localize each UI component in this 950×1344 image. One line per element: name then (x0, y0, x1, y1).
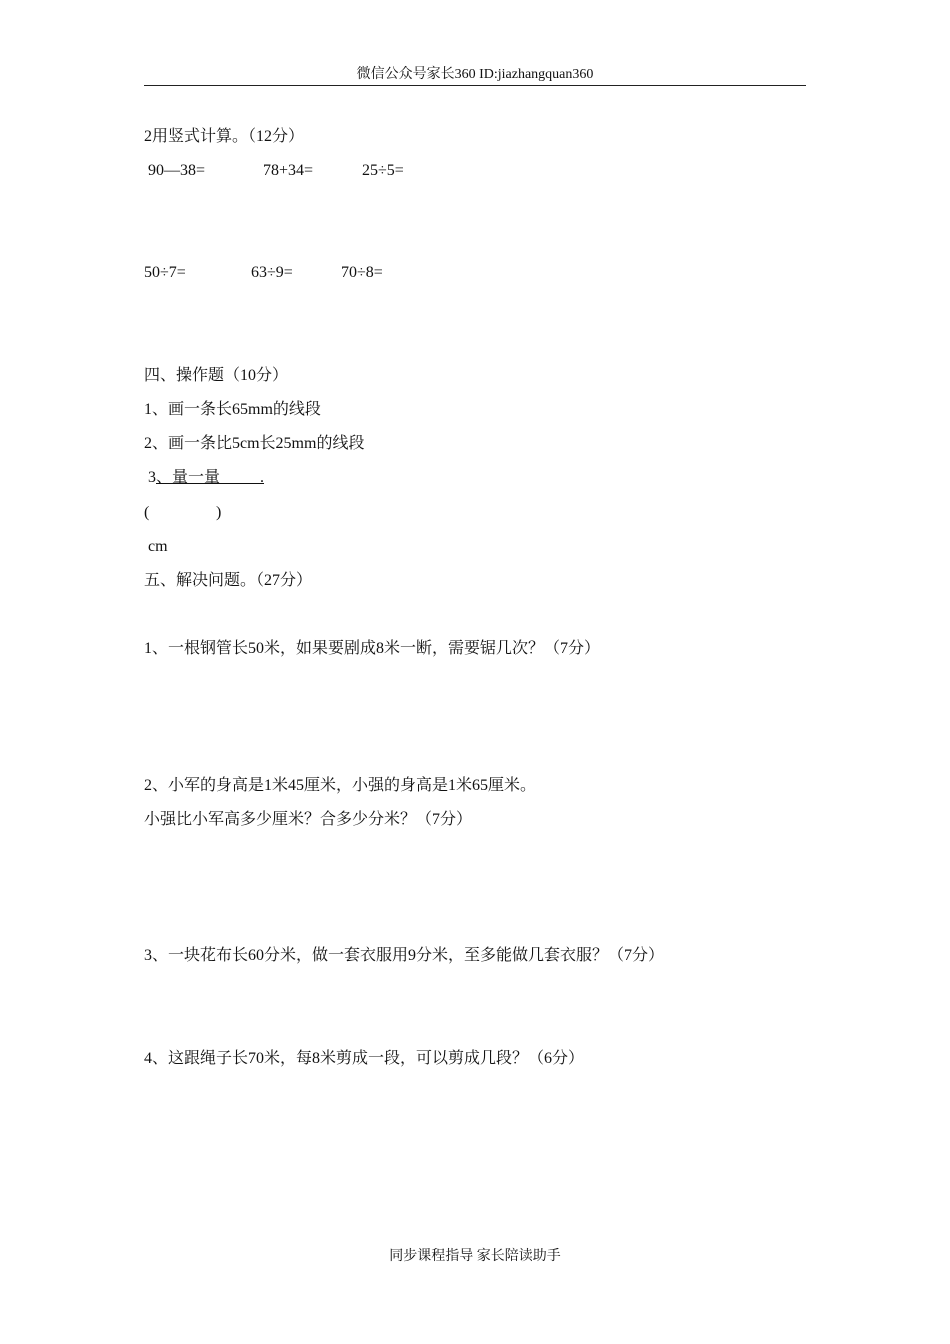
section-5-question-2-line-1: 2、小军的身高是1米45厘米，小强的身高是1米65厘米。 (144, 777, 537, 794)
section-4-question-2: 2、画一条比5cm长25mm的线段 (144, 435, 365, 452)
page-header: 微信公众号家长360 ID:jiazhangquan360 (356, 67, 594, 82)
calc-item-3: 25÷5= (362, 162, 404, 179)
page-footer: 同步课程指导 家长陪读助手 (389, 1249, 561, 1264)
section-5-title: 五、解决问题。（27分） (144, 572, 313, 589)
calc-item-2: 78+34= (263, 162, 314, 179)
unit-cm: cm (148, 538, 168, 555)
question-3-text: 、量一量 . (156, 469, 265, 486)
calc-item-5: 63÷9= (251, 264, 293, 281)
section-4-question-3 (148, 468, 264, 488)
section-4-question-1: 1、画一条长65mm的线段 (144, 401, 321, 418)
calc-item-6: 70÷8= (341, 264, 383, 281)
calc-item-4: 50÷7= (144, 264, 186, 281)
header-divider (144, 85, 806, 86)
section-5-question-1: 1、一根钢管长50米，如果要剧成8米一断，需要锯几次？（7分） (144, 640, 601, 657)
section-4-title: 四、操作题（10分） (144, 367, 289, 384)
section-5-question-3: 3、一块花布长60分米，做一套衣服用9分米，至多能做几套衣服？（7分） (144, 947, 665, 964)
calc-item-1: 90—38= (148, 162, 206, 179)
section-5-question-2-line-2: 小强比小军高多少厘米？合多少分米？（7分） (144, 811, 473, 828)
vertical-calc-title: 2用竖式计算。（12分） (144, 128, 305, 145)
paren-open: ( (144, 504, 150, 521)
section-5-question-4: 4、这跟绳子长70米，每8米剪成一段，可以剪成几段？（6分） (144, 1050, 585, 1067)
paren-close: ) (216, 504, 222, 521)
question-3-number: 3 (148, 469, 156, 486)
